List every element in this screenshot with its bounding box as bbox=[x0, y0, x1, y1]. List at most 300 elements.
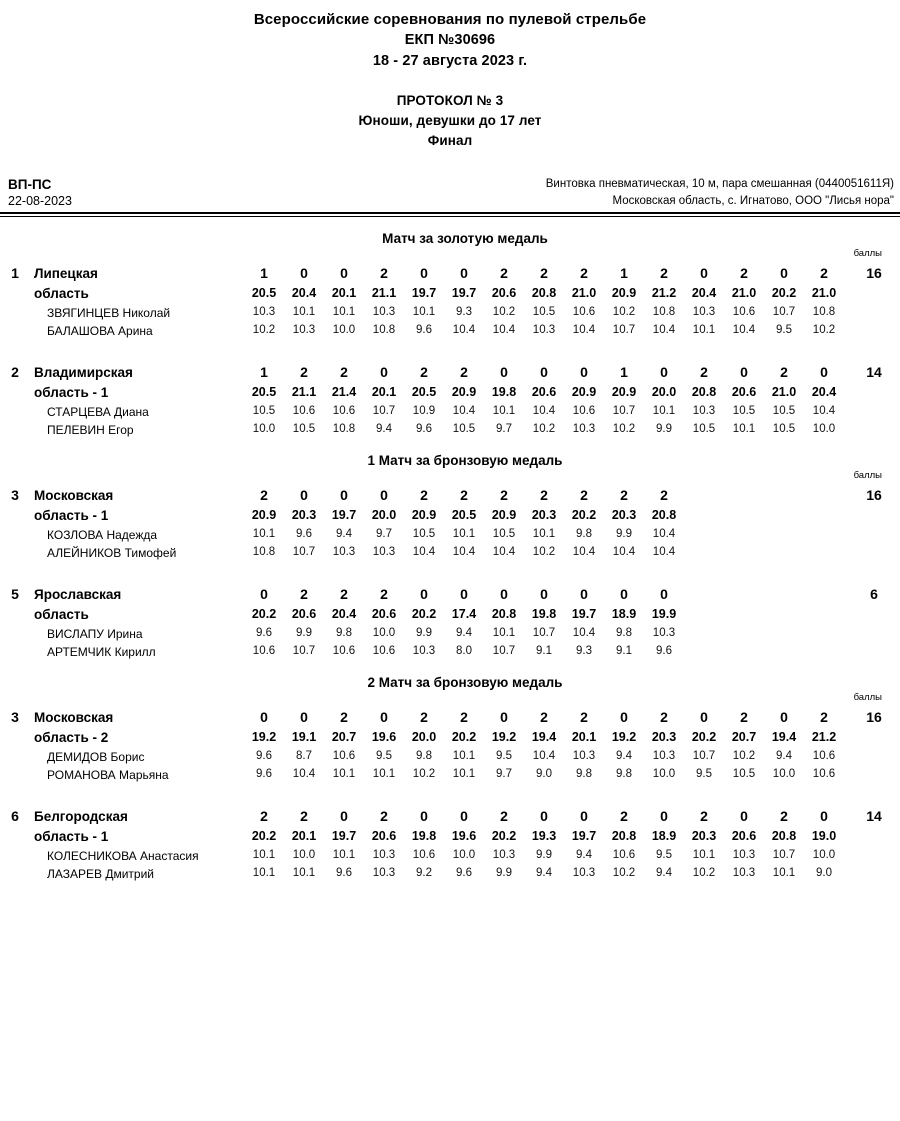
match-points-row-cell: 0 bbox=[300, 487, 308, 503]
series-total-row-cell: 21.2 bbox=[811, 730, 837, 744]
match-points-row bbox=[244, 486, 844, 505]
match-points-row-cell: 0 bbox=[380, 487, 388, 503]
athlete-shots-row-cell: 10.8 bbox=[252, 546, 276, 558]
athlete-shots-row-cell: 10.2 bbox=[412, 768, 436, 780]
athlete-name: АЛЕЙНИКОВ Тимофей bbox=[47, 546, 177, 560]
athlete-shots-row-cell: 10.1 bbox=[412, 306, 436, 318]
match-points-row-cell: 2 bbox=[820, 709, 828, 725]
series-total-row-cell: 20.2 bbox=[771, 286, 797, 300]
match-points-row-cell: 0 bbox=[700, 709, 708, 725]
athlete-shots-row-cell: 9.9 bbox=[656, 423, 672, 435]
team-info bbox=[30, 486, 244, 562]
athlete-shots-row bbox=[244, 402, 844, 420]
athlete-shots-row-cell: 9.6 bbox=[256, 627, 272, 639]
match-points-row-cell: 2 bbox=[740, 265, 748, 281]
competition-dates: 18 - 27 августа 2023 г. bbox=[372, 53, 528, 69]
match-points-row-cell: 0 bbox=[660, 364, 668, 380]
athlete-shots-row-cell: 10.3 bbox=[532, 324, 556, 336]
athlete-shots-row-cell: 10.1 bbox=[452, 528, 476, 540]
athlete-shots-row-cell: 10.7 bbox=[372, 405, 396, 417]
match-points-row-cell: 0 bbox=[780, 709, 788, 725]
athlete-shots-row-cell: 9.9 bbox=[616, 528, 632, 540]
athlete-shots-row-cell: 10.1 bbox=[452, 768, 476, 780]
athlete-shots-row-cell: 9.0 bbox=[816, 867, 832, 879]
athlete-shots-row-cell: 10.1 bbox=[332, 306, 356, 318]
athlete-shots-row-cell: 10.6 bbox=[572, 405, 596, 417]
match-block bbox=[0, 231, 900, 439]
athlete-shots-row-cell: 9.9 bbox=[296, 627, 312, 639]
team-name-line: Ярославская bbox=[34, 587, 122, 602]
team-rank: 5 bbox=[11, 586, 19, 602]
athlete-shots-row-cell: 10.4 bbox=[652, 324, 676, 336]
athlete-shots-row-cell: 10.1 bbox=[292, 867, 316, 879]
athlete-shots-row-cell: 10.6 bbox=[332, 645, 356, 657]
athlete-shots-row-cell: 10.2 bbox=[532, 423, 556, 435]
team-name-line: область bbox=[34, 607, 89, 622]
series-total-row-cell: 21.0 bbox=[731, 286, 757, 300]
athlete-shots-row-cell: 10.3 bbox=[572, 867, 596, 879]
athlete-shots-row-cell: 10.1 bbox=[452, 750, 476, 762]
series-total-row-cell: 20.2 bbox=[451, 730, 477, 744]
match-points-row-cell: 2 bbox=[540, 265, 548, 281]
series-total-row-cell: 20.6 bbox=[491, 286, 517, 300]
athlete-shots-row-cell: 9.8 bbox=[336, 627, 352, 639]
athlete-shots-row-cell: 9.5 bbox=[656, 849, 672, 861]
athlete-shots-row-cell: 9.1 bbox=[536, 645, 552, 657]
series-total-row-cell: 19.2 bbox=[251, 730, 277, 744]
team-rank: 6 bbox=[11, 808, 19, 824]
series-total-row bbox=[244, 505, 844, 525]
athlete-shots-row-cell: 10.5 bbox=[252, 405, 276, 417]
series-total-row-cell: 20.2 bbox=[411, 607, 437, 621]
match-points-row-cell: 2 bbox=[420, 709, 428, 725]
match-points-row-cell: 2 bbox=[380, 586, 388, 602]
athlete-shots-row-cell: 10.4 bbox=[412, 546, 436, 558]
meta-right bbox=[546, 176, 894, 210]
series-total-row-cell: 19.7 bbox=[451, 286, 477, 300]
series-total-row-cell: 20.5 bbox=[451, 508, 477, 522]
athlete-shots-row-cell: 10.6 bbox=[332, 750, 356, 762]
series-total-row-cell: 19.7 bbox=[331, 508, 357, 522]
header-divider bbox=[0, 212, 900, 217]
series-total-row-cell: 20.9 bbox=[411, 508, 437, 522]
athlete-shots-row-cell: 10.5 bbox=[532, 306, 556, 318]
athlete-shots-row-cell: 10.4 bbox=[652, 546, 676, 558]
ekp-number: ЕКП №30696 bbox=[404, 32, 496, 48]
athlete-shots-row-cell: 9.5 bbox=[376, 750, 392, 762]
series-total-row-cell: 21.4 bbox=[331, 385, 357, 399]
athlete-shots-row-cell: 9.6 bbox=[456, 867, 472, 879]
athlete-shots-row-cell: 10.3 bbox=[372, 849, 396, 861]
series-total-row-cell: 20.7 bbox=[731, 730, 757, 744]
athlete-shots-row-cell: 10.0 bbox=[332, 324, 356, 336]
athlete-shots-row-cell: 10.5 bbox=[772, 405, 796, 417]
team-block bbox=[0, 363, 900, 439]
match-points-row-cell: 0 bbox=[420, 586, 428, 602]
athlete-shots-row-cell: 9.9 bbox=[416, 627, 432, 639]
team-gap bbox=[0, 340, 900, 360]
match-points-row-cell: 1 bbox=[260, 265, 268, 281]
athlete-name: ЗВЯГИНЦЕВ Николай bbox=[47, 306, 171, 320]
athlete-shots-row-cell: 10.9 bbox=[412, 405, 436, 417]
meta-row bbox=[0, 176, 900, 210]
athlete-shots-row-cell: 10.2 bbox=[612, 423, 636, 435]
series-total-row-cell: 20.0 bbox=[411, 730, 437, 744]
match-points-row-cell: 0 bbox=[580, 586, 588, 602]
document-header bbox=[0, 0, 900, 151]
match-points-row bbox=[244, 708, 844, 727]
athlete-shots-row-cell: 10.6 bbox=[732, 306, 756, 318]
team-rank: 1 bbox=[11, 265, 19, 281]
match-points-row-cell: 0 bbox=[740, 808, 748, 824]
athlete-shots-row-cell: 10.3 bbox=[372, 306, 396, 318]
series-total-row-cell: 20.3 bbox=[611, 508, 637, 522]
athlete-shots-row-cell: 9.5 bbox=[496, 750, 512, 762]
athlete-shots-row-cell: 9.6 bbox=[416, 423, 432, 435]
athlete-shots-row-cell: 10.2 bbox=[612, 306, 636, 318]
athlete-shots-row-cell: 10.7 bbox=[612, 324, 636, 336]
match-points-row-cell: 2 bbox=[580, 265, 588, 281]
series-total-row-cell: 20.9 bbox=[491, 508, 517, 522]
team-total-points: 16 bbox=[866, 487, 882, 503]
athlete-shots-row-cell: 10.8 bbox=[372, 324, 396, 336]
series-total-row-cell: 19.7 bbox=[571, 829, 597, 843]
team-total-points: 14 bbox=[866, 808, 882, 824]
athlete-name: БАЛАШОВА Арина bbox=[47, 324, 153, 338]
athlete-shots-row-cell: 10.6 bbox=[812, 768, 836, 780]
athlete-shots-row-cell: 10.7 bbox=[532, 627, 556, 639]
athlete-shots-row-cell: 10.6 bbox=[412, 849, 436, 861]
team-info bbox=[30, 807, 244, 883]
athlete-shots-row-cell: 10.4 bbox=[492, 324, 516, 336]
match-points-row-cell: 2 bbox=[260, 487, 268, 503]
athlete-shots-row-cell: 10.1 bbox=[332, 768, 356, 780]
athlete-shots-row-cell: 10.3 bbox=[692, 306, 716, 318]
series-total-row-cell: 20.8 bbox=[691, 385, 717, 399]
series-total-row-cell: 20.4 bbox=[331, 607, 357, 621]
athlete-shots-row-cell: 10.2 bbox=[812, 324, 836, 336]
athlete-shots-row-cell: 10.3 bbox=[292, 324, 316, 336]
athlete-shots-row-cell: 10.1 bbox=[492, 627, 516, 639]
match-points-row-cell: 2 bbox=[340, 709, 348, 725]
series-total-row-cell: 20.8 bbox=[651, 508, 677, 522]
series-total-row-cell: 20.9 bbox=[611, 286, 637, 300]
athlete-shots-row-cell: 10.6 bbox=[372, 645, 396, 657]
athlete-shots-row-cell: 9.6 bbox=[256, 750, 272, 762]
series-total-row-cell: 20.9 bbox=[571, 385, 597, 399]
athlete-shots-row-cell: 10.5 bbox=[292, 423, 316, 435]
series-total-row-cell: 18.9 bbox=[651, 829, 677, 843]
match-points-row-cell: 2 bbox=[780, 364, 788, 380]
athlete-shots-row-cell: 9.4 bbox=[336, 528, 352, 540]
series-total-row-cell: 19.7 bbox=[571, 607, 597, 621]
athlete-shots-row-cell: 8.7 bbox=[296, 750, 312, 762]
athlete-shots-row-cell: 9.4 bbox=[536, 867, 552, 879]
team-name-line: область bbox=[34, 286, 89, 301]
match-points-row-cell: 2 bbox=[740, 709, 748, 725]
athlete-shots-row-cell: 10.1 bbox=[252, 849, 276, 861]
athlete-shots-row-cell: 10.2 bbox=[732, 750, 756, 762]
series-total-row-cell: 20.0 bbox=[371, 508, 397, 522]
athlete-shots-row-cell: 10.7 bbox=[292, 546, 316, 558]
match-points-row-cell: 0 bbox=[260, 709, 268, 725]
score-grid bbox=[244, 585, 844, 661]
series-total-row-cell: 20.3 bbox=[531, 508, 557, 522]
team-block bbox=[0, 264, 900, 340]
points-column-label: баллы bbox=[853, 470, 882, 481]
series-total-row-cell: 20.0 bbox=[651, 385, 677, 399]
points-column-label: баллы bbox=[853, 692, 882, 703]
team-name-line: Белгородская bbox=[34, 809, 128, 824]
athlete-name: КОЗЛОВА Надежда bbox=[47, 528, 158, 542]
series-total-row-cell: 19.1 bbox=[291, 730, 317, 744]
team-info bbox=[30, 264, 244, 340]
athlete-shots-row-cell: 9.6 bbox=[296, 528, 312, 540]
athlete-shots-row bbox=[244, 846, 844, 864]
score-grid bbox=[244, 708, 844, 784]
athlete-shots-row-cell: 10.7 bbox=[492, 645, 516, 657]
athlete-shots-row-cell: 10.4 bbox=[732, 324, 756, 336]
discipline-text: Винтовка пневматическая, 10 м, пара смешанная (0440051611Я) bbox=[545, 178, 894, 190]
athlete-shots-row bbox=[244, 543, 844, 561]
athlete-shots-row bbox=[244, 765, 844, 783]
athlete-shots-row-cell: 10.1 bbox=[772, 867, 796, 879]
match-points-row bbox=[244, 264, 844, 283]
series-total-row-cell: 20.5 bbox=[251, 385, 277, 399]
match-points-row-cell: 2 bbox=[580, 487, 588, 503]
series-total-row-cell: 18.9 bbox=[611, 607, 637, 621]
athlete-shots-row-cell: 10.1 bbox=[372, 768, 396, 780]
series-total-row bbox=[244, 283, 844, 303]
athlete-shots-row-cell: 10.3 bbox=[412, 645, 436, 657]
athlete-shots-row-cell: 10.1 bbox=[492, 405, 516, 417]
athlete-shots-row-cell: 10.5 bbox=[772, 423, 796, 435]
athlete-shots-row-cell: 10.3 bbox=[492, 849, 516, 861]
meta-left bbox=[8, 176, 72, 210]
athlete-shots-row-cell: 10.0 bbox=[372, 627, 396, 639]
match-points-row-cell: 0 bbox=[380, 364, 388, 380]
series-total-row-cell: 20.3 bbox=[651, 730, 677, 744]
match-points-row-cell: 2 bbox=[700, 364, 708, 380]
athlete-shots-row-cell: 10.4 bbox=[572, 627, 596, 639]
team-rank: 2 bbox=[11, 364, 19, 380]
athlete-shots-row-cell: 10.5 bbox=[492, 528, 516, 540]
match-points-row-cell: 0 bbox=[300, 709, 308, 725]
athlete-shots-row-cell: 9.4 bbox=[616, 750, 632, 762]
athlete-shots-row-cell: 9.4 bbox=[656, 867, 672, 879]
event-date: 22-08-2023 bbox=[8, 194, 72, 208]
match-points-row-cell: 2 bbox=[660, 265, 668, 281]
match-block bbox=[0, 453, 900, 661]
match-points-row-cell: 2 bbox=[620, 487, 628, 503]
match-points-row-cell: 2 bbox=[540, 487, 548, 503]
match-points-row-cell: 2 bbox=[500, 808, 508, 824]
match-points-row-cell: 2 bbox=[820, 265, 828, 281]
series-total-row-cell: 20.2 bbox=[251, 607, 277, 621]
athlete-name: ВИСЛАПУ Ирина bbox=[47, 627, 143, 641]
athlete-shots-row-cell: 10.5 bbox=[412, 528, 436, 540]
athlete-shots-row-cell: 9.8 bbox=[416, 750, 432, 762]
athlete-shots-row-cell: 10.2 bbox=[612, 867, 636, 879]
series-total-row-cell: 20.4 bbox=[691, 286, 717, 300]
series-total-row-cell: 20.6 bbox=[731, 385, 757, 399]
athlete-shots-row-cell: 10.0 bbox=[812, 423, 836, 435]
match-points-row-cell: 2 bbox=[460, 487, 468, 503]
athlete-shots-row-cell: 10.4 bbox=[652, 528, 676, 540]
stage-name: Финал bbox=[427, 133, 473, 148]
series-total-row-cell: 20.6 bbox=[731, 829, 757, 843]
series-total-row-cell: 17.4 bbox=[451, 607, 477, 621]
series-total-row-cell: 19.4 bbox=[771, 730, 797, 744]
athlete-shots-row bbox=[244, 303, 844, 321]
match-points-row-cell: 2 bbox=[340, 364, 348, 380]
match-points-row-cell: 1 bbox=[620, 265, 628, 281]
series-total-row bbox=[244, 826, 844, 846]
match-points-row-cell: 2 bbox=[380, 265, 388, 281]
points-column-label: баллы bbox=[853, 248, 882, 259]
athlete-shots-row bbox=[244, 624, 844, 642]
athlete-shots-row bbox=[244, 525, 844, 543]
match-points-row-cell: 0 bbox=[380, 709, 388, 725]
series-total-row-cell: 20.1 bbox=[331, 286, 357, 300]
team-rank: 3 bbox=[11, 487, 19, 503]
athlete-shots-row-cell: 9.8 bbox=[616, 768, 632, 780]
score-grid bbox=[244, 486, 844, 562]
team-total-points: 14 bbox=[866, 364, 882, 380]
athlete-shots-row-cell: 10.4 bbox=[292, 768, 316, 780]
series-total-row-cell: 20.2 bbox=[251, 829, 277, 843]
athlete-shots-row-cell: 10.3 bbox=[372, 867, 396, 879]
athlete-name: ДЕМИДОВ Борис bbox=[47, 750, 145, 764]
match-title: Матч за золотую медаль bbox=[382, 231, 548, 246]
match-points-row-cell: 2 bbox=[260, 808, 268, 824]
team-info bbox=[30, 708, 244, 784]
athlete-shots-row-cell: 10.4 bbox=[492, 546, 516, 558]
athlete-shots-row-cell: 9.4 bbox=[456, 627, 472, 639]
match-points-row-cell: 2 bbox=[700, 808, 708, 824]
series-total-row-cell: 19.9 bbox=[651, 607, 677, 621]
athlete-shots-row-cell: 10.0 bbox=[452, 849, 476, 861]
series-total-row-cell: 20.9 bbox=[451, 385, 477, 399]
athlete-shots-row-cell: 9.4 bbox=[776, 750, 792, 762]
athlete-shots-row-cell: 10.0 bbox=[292, 849, 316, 861]
athlete-shots-row-cell: 9.1 bbox=[616, 645, 632, 657]
event-code: ВП-ПС bbox=[8, 177, 52, 192]
athlete-shots-row-cell: 10.0 bbox=[652, 768, 676, 780]
athlete-shots-row-cell: 10.1 bbox=[532, 528, 556, 540]
series-total-row-cell: 20.9 bbox=[251, 508, 277, 522]
athlete-shots-row-cell: 10.3 bbox=[332, 546, 356, 558]
team-name-line: область - 2 bbox=[34, 730, 109, 745]
match-points-row-cell: 0 bbox=[500, 709, 508, 725]
match-points-row-cell: 0 bbox=[540, 808, 548, 824]
match-points-row-cell: 2 bbox=[500, 487, 508, 503]
athlete-shots-row-cell: 9.6 bbox=[256, 768, 272, 780]
match-points-row-cell: 0 bbox=[420, 808, 428, 824]
match-points-row-cell: 0 bbox=[460, 808, 468, 824]
athlete-shots-row bbox=[244, 747, 844, 765]
athlete-shots-row-cell: 9.7 bbox=[496, 423, 512, 435]
team-rank: 3 bbox=[11, 709, 19, 725]
team-total-points: 16 bbox=[866, 265, 882, 281]
protocol-number: ПРОТОКОЛ № 3 bbox=[396, 93, 504, 108]
athlete-shots-row-cell: 10.2 bbox=[692, 867, 716, 879]
team-total-points: 6 bbox=[870, 586, 878, 602]
team-name-line: Липецкая bbox=[34, 266, 98, 281]
match-points-row-cell: 0 bbox=[580, 364, 588, 380]
series-total-row-cell: 20.3 bbox=[691, 829, 717, 843]
athlete-shots-row-cell: 9.9 bbox=[496, 867, 512, 879]
match-points-row-cell: 2 bbox=[380, 808, 388, 824]
series-total-row bbox=[244, 382, 844, 402]
match-points-row-cell: 0 bbox=[820, 808, 828, 824]
match-points-row-cell: 2 bbox=[540, 709, 548, 725]
athlete-shots-row bbox=[244, 420, 844, 438]
series-total-row-cell: 20.1 bbox=[371, 385, 397, 399]
team-block bbox=[0, 708, 900, 784]
athlete-shots-row-cell: 8.0 bbox=[456, 645, 472, 657]
athlete-shots-row-cell: 10.3 bbox=[732, 867, 756, 879]
series-total-row-cell: 20.3 bbox=[291, 508, 317, 522]
athlete-shots-row-cell: 9.2 bbox=[416, 867, 432, 879]
athlete-shots-row-cell: 10.3 bbox=[732, 849, 756, 861]
team-name-line: область - 1 bbox=[34, 829, 109, 844]
team-info bbox=[30, 585, 244, 661]
athlete-shots-row-cell: 10.2 bbox=[252, 324, 276, 336]
score-grid bbox=[244, 807, 844, 883]
athlete-shots-row bbox=[244, 321, 844, 339]
athlete-shots-row-cell: 10.4 bbox=[452, 405, 476, 417]
athlete-shots-row-cell: 9.8 bbox=[616, 627, 632, 639]
series-total-row-cell: 19.8 bbox=[411, 829, 437, 843]
athlete-shots-row-cell: 10.6 bbox=[812, 750, 836, 762]
series-total-row-cell: 20.2 bbox=[491, 829, 517, 843]
athlete-name: ПЕЛЕВИН Егор bbox=[47, 423, 134, 437]
athlete-shots-row-cell: 10.3 bbox=[372, 546, 396, 558]
team-name-line: область - 1 bbox=[34, 508, 109, 523]
match-points-row-cell: 0 bbox=[340, 808, 348, 824]
team-gap bbox=[0, 784, 900, 804]
athlete-name: ЛАЗАРЕВ Дмитрий bbox=[47, 867, 154, 881]
athlete-shots-row-cell: 9.8 bbox=[576, 768, 592, 780]
athlete-shots-row-cell: 10.2 bbox=[492, 306, 516, 318]
athlete-shots-row-cell: 9.0 bbox=[536, 768, 552, 780]
series-total-row-cell: 20.2 bbox=[691, 730, 717, 744]
match-points-row-cell: 0 bbox=[660, 586, 668, 602]
athlete-shots-row-cell: 10.1 bbox=[292, 306, 316, 318]
score-grid bbox=[244, 363, 844, 439]
match-title: 2 Матч за бронзовую медаль bbox=[367, 675, 563, 690]
athlete-shots-row-cell: 10.5 bbox=[732, 768, 756, 780]
match-points-row-cell: 0 bbox=[700, 265, 708, 281]
athlete-shots-row-cell: 9.6 bbox=[656, 645, 672, 657]
match-points-row bbox=[244, 363, 844, 382]
match-title: 1 Матч за бронзовую медаль bbox=[367, 453, 563, 468]
athlete-shots-row-cell: 10.0 bbox=[252, 423, 276, 435]
series-total-row-cell: 20.6 bbox=[371, 829, 397, 843]
team-name-line: Московская bbox=[34, 488, 114, 503]
match-points-row-cell: 1 bbox=[260, 364, 268, 380]
athlete-shots-row-cell: 9.7 bbox=[376, 528, 392, 540]
athlete-shots-row-cell: 10.8 bbox=[812, 306, 836, 318]
match-points-row-cell: 0 bbox=[820, 364, 828, 380]
match-points-row-cell: 2 bbox=[780, 808, 788, 824]
match-points-row-cell: 2 bbox=[580, 709, 588, 725]
match-points-row-cell: 2 bbox=[300, 364, 308, 380]
match-points-row-cell: 0 bbox=[460, 265, 468, 281]
series-total-row-cell: 20.8 bbox=[491, 607, 517, 621]
series-total-row-cell: 19.4 bbox=[531, 730, 557, 744]
